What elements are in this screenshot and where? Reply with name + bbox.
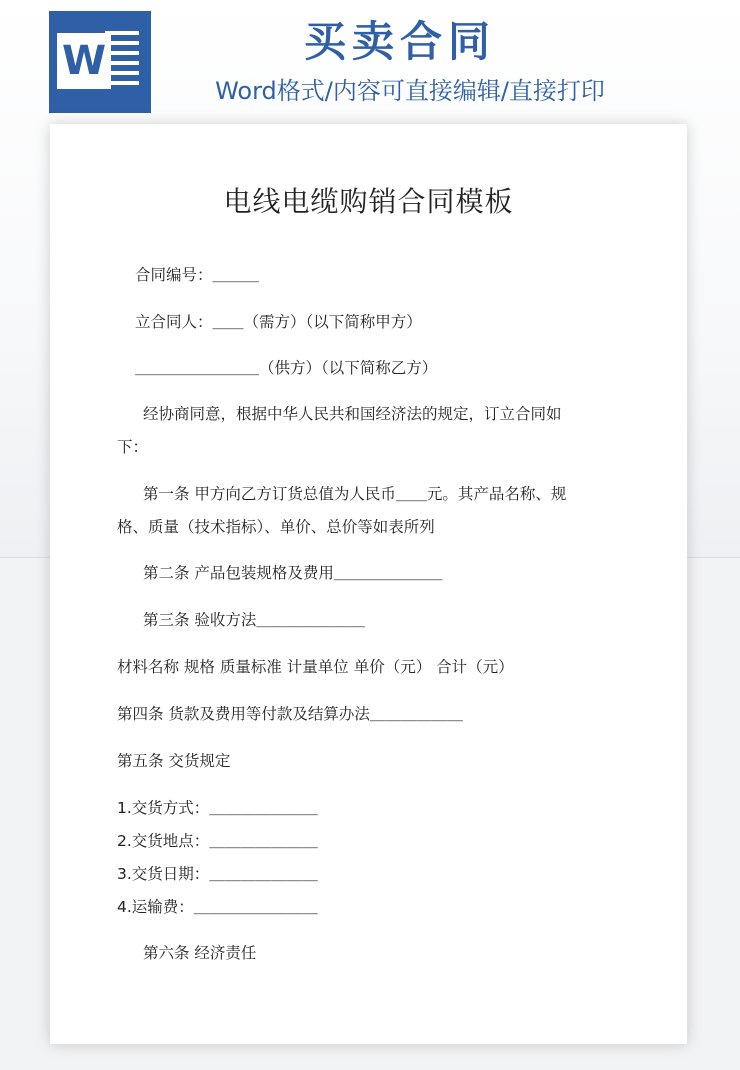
delivery-item: 1.交货方式：＿＿＿＿＿＿＿ xyxy=(117,799,318,817)
delivery-item: 3.交货日期：＿＿＿＿＿＿＿ xyxy=(117,865,318,883)
article-2: 第二条 产品包装规格及费用＿＿＿＿＿＿＿ xyxy=(143,564,443,582)
article-6: 第六条 经济责任 xyxy=(143,944,257,962)
banner-subtitle: Word格式/内容可直接编辑/直接打印 xyxy=(215,77,605,105)
banner-title: 买卖合同 xyxy=(303,17,496,66)
article-5: 第五条 交货规定 xyxy=(117,752,231,770)
intro-line-1: 经协商同意，根据中华人民共和国经济法的规定，订立合同如 xyxy=(143,405,562,423)
party-a-line: 立合同人：＿＿（需方）（以下简称甲方） xyxy=(135,313,422,331)
article-3: 第三条 验收方法＿＿＿＿＿＿＿ xyxy=(143,611,365,629)
intro-line-2: 下： xyxy=(117,438,149,456)
document-title: 电线电缆购销合同模板 xyxy=(223,185,514,218)
article-1-line-2: 格、质量（技术指标）、单价、总价等如表所列 xyxy=(117,518,435,536)
party-b-line: ＿＿＿＿＿＿＿＿（供方）（以下简称乙方） xyxy=(135,359,438,377)
contract-number: 合同编号：＿＿＿ xyxy=(135,266,260,284)
article-4: 第四条 货款及费用等付款及结算办法＿＿＿＿＿＿ xyxy=(117,705,463,723)
table-header-line: 材料名称 规格 质量标准 计量单位 单价（元） 合计（元） xyxy=(117,658,514,676)
document-page xyxy=(50,124,687,1044)
delivery-item: 4.运输费：＿＿＿＿＿＿＿＿ xyxy=(117,898,318,916)
article-1-line-1: 第一条 甲方向乙方订货总值为人民币＿＿元。其产品名称、规 xyxy=(143,485,567,503)
logo-letter: W xyxy=(57,33,111,89)
word-document-icon xyxy=(49,11,151,113)
delivery-item: 2.交货地点：＿＿＿＿＿＿＿ xyxy=(117,832,318,850)
